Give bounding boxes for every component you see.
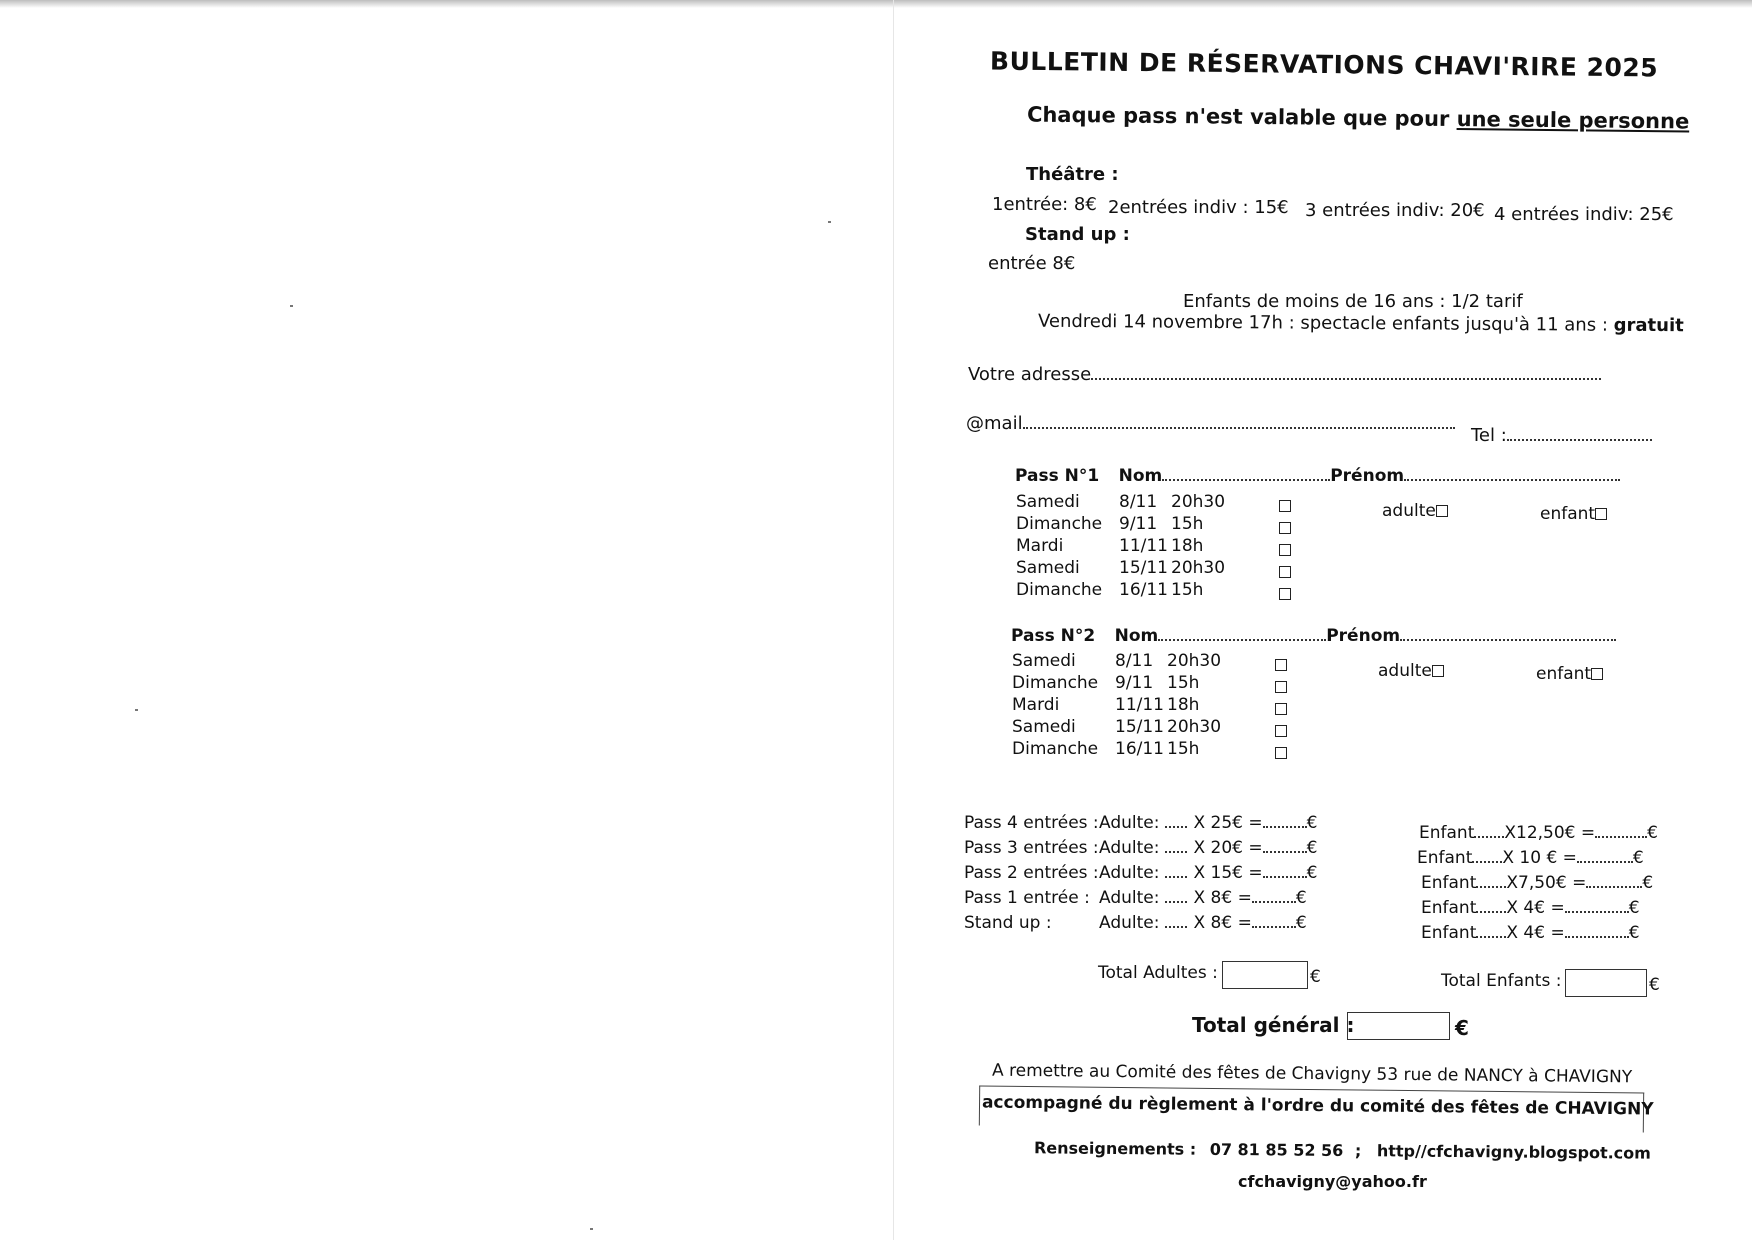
session-day: Mardi <box>1016 536 1064 556</box>
info-phone: 07 81 85 52 56 <box>1209 1139 1344 1161</box>
email-field[interactable] <box>966 413 1455 434</box>
total-children-currency: € <box>1649 975 1660 995</box>
standup-price: entrée 8€ <box>988 253 1076 274</box>
price-currency: € <box>1647 823 1658 843</box>
children-note: Enfants de moins de 16 ans : 1/2 tarif <box>1183 291 1523 312</box>
qty-line[interactable] <box>1165 862 1187 878</box>
price-who: Adulte: <box>1099 913 1160 933</box>
session-day: Dimanche <box>1016 514 1103 534</box>
scan-speck <box>590 1228 593 1230</box>
session-day: Dimanche <box>1012 739 1099 759</box>
address-field[interactable] <box>968 364 1601 385</box>
tel-line[interactable] <box>1507 425 1652 441</box>
price-who: Adulte: <box>1099 838 1160 858</box>
session-date: 8/11 <box>1115 651 1154 671</box>
session-date: 15/11 <box>1119 558 1168 578</box>
scan-speck <box>135 709 138 711</box>
price-currency: € <box>1642 873 1654 893</box>
pass-1-nom-label: Nom <box>1118 466 1163 486</box>
pass-2-nom-label: Nom <box>1114 626 1159 646</box>
payment-line: accompagné du règlement à l'ordre du comité des fêtes de CHAVIGNY <box>981 1092 1654 1120</box>
pass-1-session-checkbox[interactable] <box>1279 522 1291 534</box>
pass-1-enfant-option[interactable] <box>1540 504 1607 524</box>
price-currency: € <box>1306 813 1318 833</box>
adulte-label: adulte <box>1378 661 1432 681</box>
amount-line[interactable] <box>1565 897 1629 913</box>
pass-2-label: Pass N°2 <box>1011 626 1096 646</box>
pass-1-session-checkbox[interactable] <box>1279 566 1291 578</box>
price-mult: X 4€ = <box>1506 923 1565 943</box>
adulte-checkbox[interactable] <box>1436 505 1448 517</box>
theatre-price-3: 3 entrées indiv: 20€ <box>1305 200 1485 221</box>
total-general-currency: € <box>1455 1016 1469 1040</box>
address-label: Votre adresse <box>968 364 1092 385</box>
session-date: 8/11 <box>1119 492 1158 512</box>
child-price-row <box>1421 922 1640 943</box>
session-date: 15/11 <box>1115 717 1164 737</box>
session-time: 15h <box>1171 514 1204 534</box>
price-mult: X 25€ = <box>1193 813 1263 833</box>
qty-line[interactable] <box>1165 837 1187 853</box>
session-date: 11/11 <box>1119 536 1168 556</box>
price-currency: € <box>1628 898 1640 918</box>
subtitle-underlined: une seule personne <box>1456 107 1690 134</box>
price-mult: X 15€ = <box>1193 863 1263 883</box>
pass-2-enfant-option[interactable] <box>1536 664 1603 684</box>
pass-1-block <box>1015 465 1620 486</box>
price-label: Stand up : <box>964 913 1052 933</box>
page-fold <box>893 0 894 1240</box>
pass-2-session-checkbox[interactable] <box>1275 681 1287 693</box>
pass-2-adulte-option[interactable] <box>1378 661 1444 681</box>
price-mult: X12,50€ = <box>1504 823 1596 843</box>
total-adults-box[interactable] <box>1222 961 1308 989</box>
session-date: 16/11 <box>1115 739 1164 759</box>
scan-speck <box>828 221 831 223</box>
price-mult: X 8€ = <box>1193 888 1252 908</box>
theatre-price-1: 1entrée: 8€ <box>992 194 1097 215</box>
form-title: BULLETIN DE RÉSERVATIONS CHAVI'RIRE 2025 <box>989 46 1659 83</box>
amount-line[interactable] <box>1263 837 1307 853</box>
pass-1-label: Pass N°1 <box>1015 466 1100 486</box>
session-date: 11/11 <box>1115 695 1164 715</box>
pass-1-session-checkbox[interactable] <box>1279 588 1291 600</box>
adulte-label: adulte <box>1382 501 1436 521</box>
price-currency: € <box>1306 838 1318 858</box>
info-line <box>1034 1138 1651 1162</box>
scan-shadow <box>0 0 1752 8</box>
price-currency: € <box>1632 848 1644 868</box>
session-time: 18h <box>1171 536 1204 556</box>
form-subtitle <box>1027 103 1690 134</box>
price-who: Enfant <box>1421 898 1477 918</box>
pass-1-adulte-option[interactable] <box>1382 501 1448 521</box>
pass-1-session-checkbox[interactable] <box>1279 500 1291 512</box>
total-general-label: Total général : <box>1192 1013 1355 1037</box>
theatre-price-2: 2entrées indiv : 15€ <box>1108 197 1289 218</box>
price-who: Enfant <box>1421 923 1477 943</box>
amount-line[interactable] <box>1565 922 1629 938</box>
adult-price-row <box>964 912 1307 933</box>
pass-2-session-checkbox[interactable] <box>1275 725 1287 737</box>
session-date: 9/11 <box>1119 514 1158 534</box>
price-mult: X 20€ = <box>1193 838 1263 858</box>
total-adults-label: Total Adultes : <box>1098 963 1218 983</box>
price-label: Pass 1 entrée : <box>964 888 1090 908</box>
adult-price-row <box>964 837 1317 858</box>
price-currency: € <box>1306 863 1318 883</box>
session-day: Samedi <box>1012 717 1076 737</box>
price-label: Pass 4 entrées : <box>964 813 1099 833</box>
info-sep: ; <box>1354 1141 1362 1161</box>
session-time: 15h <box>1167 739 1200 759</box>
qty-line[interactable] <box>1165 812 1187 828</box>
remit-line: A remettre au Comité des fêtes de Chavigny 53 rue de NANCY à CHAVIGNY <box>991 1060 1633 1088</box>
amount-line[interactable] <box>1586 872 1642 888</box>
session-day: Samedi <box>1016 492 1080 512</box>
price-who: Enfant <box>1417 848 1473 868</box>
pass-1-prenom-label: Prénom <box>1330 466 1405 486</box>
theatre-price-4: 4 entrées indiv: 25€ <box>1494 204 1674 225</box>
enfant-checkbox[interactable] <box>1595 508 1607 520</box>
total-children-box[interactable] <box>1565 969 1647 997</box>
amount-line[interactable] <box>1252 887 1296 903</box>
price-mult: X 10 € = <box>1502 848 1577 868</box>
adult-price-row <box>964 887 1307 908</box>
price-who: Adulte: <box>1099 863 1160 883</box>
child-price-row <box>1421 897 1640 918</box>
total-general-box[interactable] <box>1347 1012 1450 1040</box>
child-price-row <box>1417 847 1644 868</box>
enfant-checkbox[interactable] <box>1591 668 1603 680</box>
info-website[interactable]: http//cfchavigny.blogspot.com <box>1376 1141 1651 1163</box>
qty-line[interactable] <box>1476 922 1506 938</box>
price-who: Enfant <box>1419 823 1475 843</box>
price-who: Adulte: <box>1099 813 1160 833</box>
theatre-label: Théâtre : <box>1026 164 1119 185</box>
friday-note-text: Vendredi 14 novembre 17h : spectacle enfants jusqu'à 11 ans : <box>1037 310 1609 336</box>
adulte-checkbox[interactable] <box>1432 665 1444 677</box>
info-label: Renseignements : <box>1033 1138 1197 1159</box>
enfant-label: enfant <box>1536 664 1592 684</box>
pass-2-session-checkbox[interactable] <box>1275 703 1287 715</box>
session-time: 15h <box>1171 580 1204 600</box>
pass-2-prenom-line[interactable] <box>1400 625 1616 641</box>
session-time: 20h30 <box>1167 717 1222 737</box>
total-adults-currency: € <box>1310 967 1321 987</box>
qty-line[interactable] <box>1165 887 1187 903</box>
child-price-row <box>1421 872 1653 893</box>
price-mult: X 8€ = <box>1193 913 1252 933</box>
qty-line[interactable] <box>1476 897 1506 913</box>
adult-price-row <box>964 862 1317 883</box>
enfant-label: enfant <box>1540 504 1596 524</box>
session-day: Samedi <box>1012 651 1076 671</box>
pass-2-nom-line[interactable] <box>1158 625 1326 641</box>
price-label: Pass 3 entrées : <box>964 838 1099 858</box>
price-currency: € <box>1295 913 1307 933</box>
price-who: Adulte: <box>1099 888 1160 908</box>
standup-label: Stand up : <box>1025 224 1130 245</box>
friday-free: gratuit <box>1613 314 1684 337</box>
amount-line[interactable] <box>1263 862 1307 878</box>
pass-1-prenom-line[interactable] <box>1404 465 1620 481</box>
price-who: Enfant <box>1421 873 1477 893</box>
amount-line[interactable] <box>1577 847 1633 863</box>
tel-field[interactable] <box>1471 425 1652 446</box>
session-time: 20h30 <box>1171 492 1226 512</box>
pass-2-block <box>1011 625 1616 646</box>
price-label: Pass 2 entrées : <box>964 863 1099 883</box>
pass-2-session-checkbox[interactable] <box>1275 659 1287 671</box>
session-day: Dimanche <box>1012 673 1099 693</box>
session-day: Dimanche <box>1016 580 1103 600</box>
subtitle-text: Chaque pass n'est valable que pour <box>1026 102 1450 131</box>
session-time: 18h <box>1167 695 1200 715</box>
session-day: Samedi <box>1016 558 1080 578</box>
adult-price-row <box>964 812 1317 833</box>
session-day: Mardi <box>1012 695 1060 715</box>
session-date: 9/11 <box>1115 673 1154 693</box>
price-mult: X7,50€ = <box>1506 873 1587 893</box>
pass-1-nom-line[interactable] <box>1162 465 1330 481</box>
qty-line[interactable] <box>1472 847 1502 863</box>
tel-label: Tel : <box>1471 425 1507 446</box>
pass-1-session-checkbox[interactable] <box>1279 544 1291 556</box>
price-currency: € <box>1628 923 1640 943</box>
price-mult: X 4€ = <box>1506 898 1565 918</box>
price-currency: € <box>1295 888 1307 908</box>
qty-line[interactable] <box>1165 912 1187 928</box>
total-children-label: Total Enfants : <box>1441 971 1562 991</box>
info-email[interactable]: cfchavigny@yahoo.fr <box>1238 1172 1427 1191</box>
session-time: 20h30 <box>1167 651 1222 671</box>
email-line[interactable] <box>1023 413 1455 429</box>
friday-note <box>1038 311 1684 337</box>
child-price-row <box>1419 822 1658 843</box>
amount-line[interactable] <box>1263 812 1307 828</box>
email-label: @mail <box>966 413 1023 434</box>
amount-line[interactable] <box>1252 912 1296 928</box>
amount-line[interactable] <box>1595 822 1647 838</box>
qty-line[interactable] <box>1474 822 1504 838</box>
session-time: 15h <box>1167 673 1200 693</box>
scan-speck <box>290 305 293 307</box>
session-date: 16/11 <box>1119 580 1168 600</box>
qty-line[interactable] <box>1476 872 1506 888</box>
address-line[interactable] <box>1091 364 1601 380</box>
pass-2-prenom-label: Prénom <box>1326 626 1401 646</box>
pass-2-session-checkbox[interactable] <box>1275 747 1287 759</box>
session-time: 20h30 <box>1171 558 1226 578</box>
